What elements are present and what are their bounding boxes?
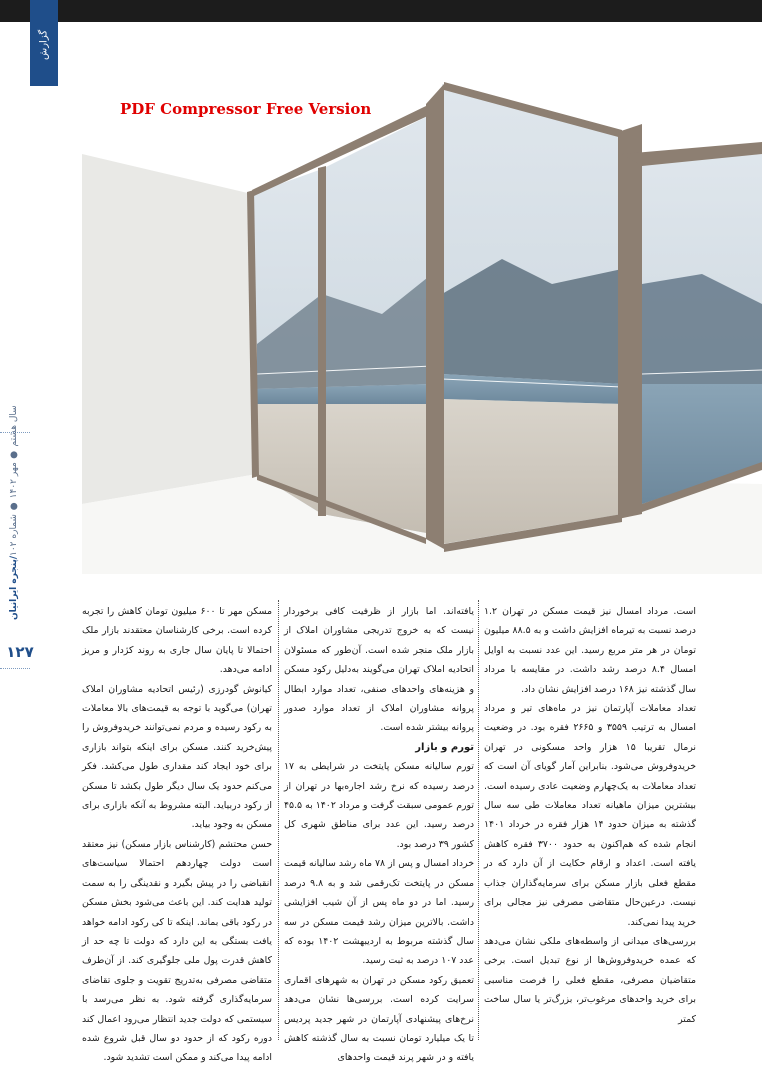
section-tab	[30, 0, 58, 86]
paragraph: بررسی‌های میدانی از واسطه‌های ملکی نشان می‌دهد که عمده خریدوفروش‌ها از نوع تبدیل است. برخی متقاضیان مصرفی، مقطع فعلی را فرصت مناسبی برای خرید واحدهای مرغوب‌تر، بزرگ‌تر یا سال ساخت کمتر	[484, 935, 696, 1025]
watermark-text: PDF Compressor Free Version	[120, 100, 372, 118]
paragraph: تعمیق رکود مسکن در تهران به شهرهای اقماری سرایت کرده است. بررسی‌ها نشان می‌دهد نرخ‌های پیشنهادی آپارتمان در شهر جدید پردیس تا یک میلیارد تومان نسبت به سال گذشته کاهش یافته و در شهر پرند قیمت واحدهای	[284, 974, 474, 1064]
column-divider-2	[278, 600, 279, 1040]
article-column-middle	[284, 602, 474, 1068]
paragraph: مسکن مهر تا ۶۰۰ میلیون تومان کاهش را تجربه کرده است. برخی کارشناسان معتقدند بازار ملک احتمالا تا پایان سال جاری به روند کژدار و مریز ادامه می‌دهد.	[82, 606, 272, 676]
section-tab-label: گزارش	[38, 29, 50, 61]
section-heading: تورم و بازار	[415, 741, 474, 753]
issue-info: سال هشتم ● مهر ۱۴۰۲ ● شماره ۱۰۲	[9, 405, 19, 556]
paragraph: تعداد معاملات آپارتمان نیز در ماه‌های تیر و مرداد امسال به ترتیب ۳۵۵۹ و ۲۶۶۵ فقره بود. در وضعیت نرمال تقریبا ۱۵ هزار واحد مسکونی در تهران خریدوفروش می‌شود. بنابراین آمار گویای آن است که تعداد معاملات به یک‌چهارم وضعیت عادی رسیده است. بیشترین میزان ماهیانه تعداد معاملات طی سه سال گذشته به میزان حدود ۱۴ هزار فقره در خرداد ۱۴۰۱ انجام شده که هم‌اکنون به حدود ۳۷۰۰ فقره کاهش یافته است. اعداد و ارقام حکایت از آن دارد که در مقطع فعلی بازار مسکن برای سرمایه‌گذاران جذاب نیست. درعین‌حال متقاضی مصرفی نیز مجالی برای خرید پیدا نمی‌کند.	[484, 703, 696, 928]
page-number-rule	[0, 668, 30, 669]
top-bar	[0, 0, 762, 22]
window-photo	[82, 44, 762, 574]
column-divider-1	[478, 600, 479, 1040]
paragraph: حسن محتشم (کارشناس بازار مسکن) نیز معتقد است دولت چهاردهم احتمالا سیاست‌های انقباضی را در پیش بگیرد و نقدینگی را به سمت تولید هدایت کند. این باعث می‌شود بخش مسکن در رکود باقی بماند. اینکه تا کی رکود ادامه خواهد یافت بستگی به این دارد که دولت تا چه حد از کاهش قدرت پول ملی جلوگیری کند. از آن‌طرف متقاضی مصرفی به‌تدریج تقویت و جلوی تقاضای سرمایه‌گذاری گرفته شود. به نظر می‌رسد با سیستمی که دولت جدید انتظار می‌رود اعمال کند دوره رکود که از حدود دو سال قبل شروع شده ادامه پیدا می‌کند و ممکن است تشدید شود.	[82, 838, 272, 1064]
paragraph: است. مرداد امسال نیز قیمت مسکن در تهران ۱.۲ درصد نسبت به تیرماه افزایش داشت و به ۸۸.۵ میلیون تومان در هر متر مربع رسید. این عدد نسبت به اوایل امسال ۸.۴ درصد رشد داشت. در مقایسه با مرداد سال گذشته نیز ۱۶۸ درصد افزایش نشان داد.	[484, 606, 696, 695]
paragraph: خرداد امسال و پس از ۷۸ ماه رشد سالیانه قیمت مسکن در پایتخت تک‌رقمی شد و به ۹.۸ درصد رسید. اما در دو ماه پس از آن شیب افزایشی داشت. بالاترین میزان رشد قیمت مسکن در سه سال گذشته مربوط به اردیبهشت ۱۴۰۲ بوده که عدد ۱۰۷ درصد به ثبت رسید.	[284, 858, 475, 967]
paragraph: کیانوش گودرزی (رئیس اتحادیه مشاوران املاک تهران) می‌گوید با توجه به قیمت‌های بالا معاملات به رکود رسیده و مردم نمی‌توانند خریدوفروش را پیش‌خرید کنند. مسکن برای اینکه بتواند بازاری برای خود ایجاد کند مقداری طول می‌کشد. فکر می‌کنم حدود یک سال دیگر طول بکشد تا مسکن از رکود دربیاید. البته مشروط به آنکه بازاری برای مسکن به وجود بیاید.	[82, 683, 272, 831]
sidebar-masthead	[2, 405, 26, 620]
article-column-right	[484, 602, 696, 1029]
magazine-name: پنجره ایرانیان/	[9, 555, 19, 620]
paragraph: یافته‌اند. اما بازار از ظرفیت کافی برخوردار نیست که به خروج تدریجی مشاوران املاک از بازار ملک منجر شده است. آن‌طور که مسئولان اتحادیه املاک تهران می‌گویند به‌دلیل رکود مسکن و هزینه‌های واحدهای صنفی، تعداد موارد ابطال پروانه مشاوران املاک از تعداد موارد صدور پروانه بیشتر شده است.	[284, 606, 474, 734]
page-number: ۱۲۷	[6, 643, 34, 661]
paragraph: تورم سالیانه مسکن پایتخت در شرایطی به ۱۷ درصد رسیده که نرخ رشد اجاره‌بها در تهران از تورم عمومی سبقت گرفت و مرداد ۱۴۰۲ به ۴۵.۵ درصد رسید. این عدد برای مناطق شهری کل کشور ۳۹ درصد بود.	[284, 761, 474, 850]
article-column-left	[82, 602, 272, 1068]
